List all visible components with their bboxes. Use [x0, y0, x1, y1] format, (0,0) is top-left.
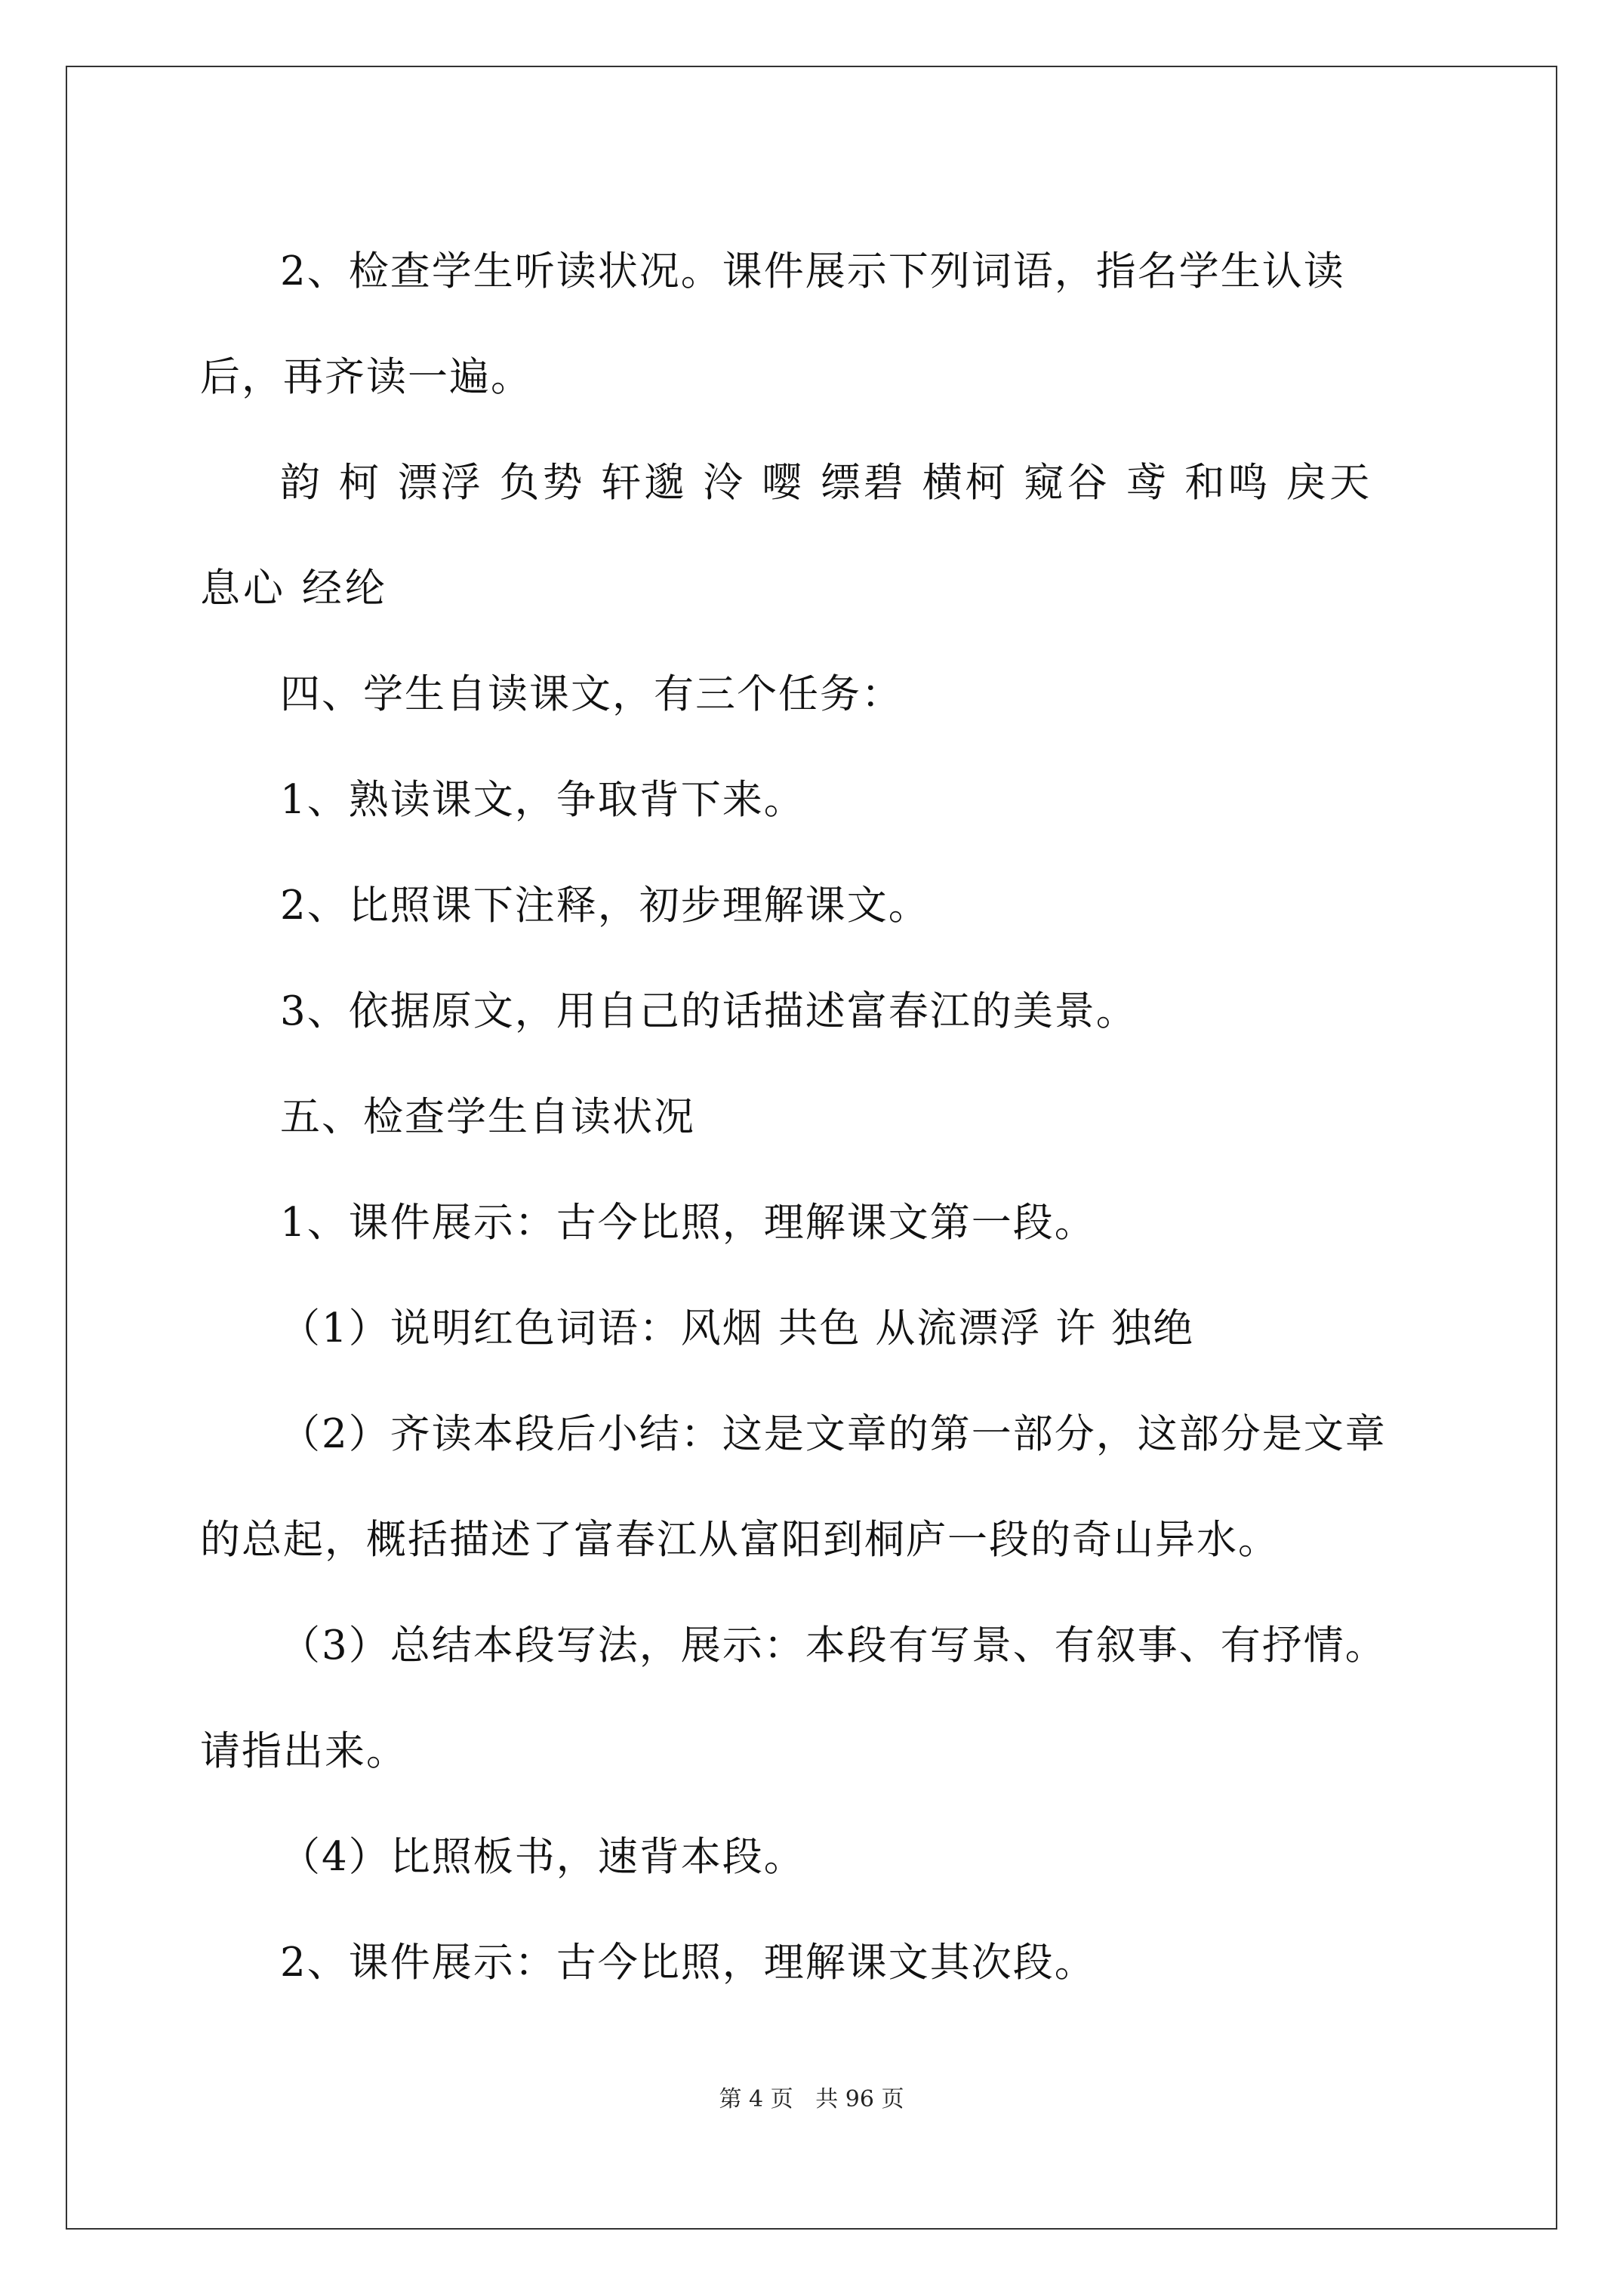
paragraph-section-five-heading: 五、检查学生自读状况 [280, 1094, 695, 1140]
paragraph-task-one: 1、熟读课文，争取背下来。 [280, 777, 805, 823]
paragraph-vocabulary-list: 韵 柯 漂浮 负势 轩邈 泠 嘤 缥碧 横柯 窥谷 鸢 和鸣 戾天 息心 经纶 [200, 460, 1373, 612]
paragraph-courseware-two: 2、课件展示：古今比照，理解课文其次段。 [280, 1940, 1096, 1986]
paragraph-task-three: 3、依据原文，用自己的话描述富春江的美景。 [280, 988, 1138, 1034]
paragraph-section-four-heading: 四、学生自读课文，有三个任务： [280, 671, 903, 717]
document-body [200, 219, 1427, 2016]
page-total: 共 96 页 [815, 2086, 904, 2113]
paragraph-check-listening: 2、检查学生听读状况。课件展示下列词语，指名学生认读后，再齐读一遍。 [200, 248, 1345, 400]
paragraph-task-two: 2、比照课下注释，初步理解课文。 [280, 883, 930, 929]
paragraph-courseware-one: 1、课件展示：古今比照，理解课文第一段。 [280, 1200, 1096, 1246]
paragraph-summary: （2）齐读本段后小结：这是文章的第一部分，这部分是文章的总起，概括描述了富春江从富阳到桐庐一段的奇山异水。 [200, 1411, 1387, 1563]
paragraph-explain-red-words: （1）说明红色词语：风烟 共色 从流漂浮 许 独绝 [280, 1305, 1195, 1351]
page-number: 第 4 页 [719, 2086, 793, 2113]
paragraph-recite: （4）比照板书，速背本段。 [280, 1834, 805, 1880]
paragraph-writing-method: （3）总结本段写法，展示：本段有写景、有叙事、有抒情。请指出来。 [200, 1623, 1387, 1774]
page-footer [0, 2080, 1623, 2113]
